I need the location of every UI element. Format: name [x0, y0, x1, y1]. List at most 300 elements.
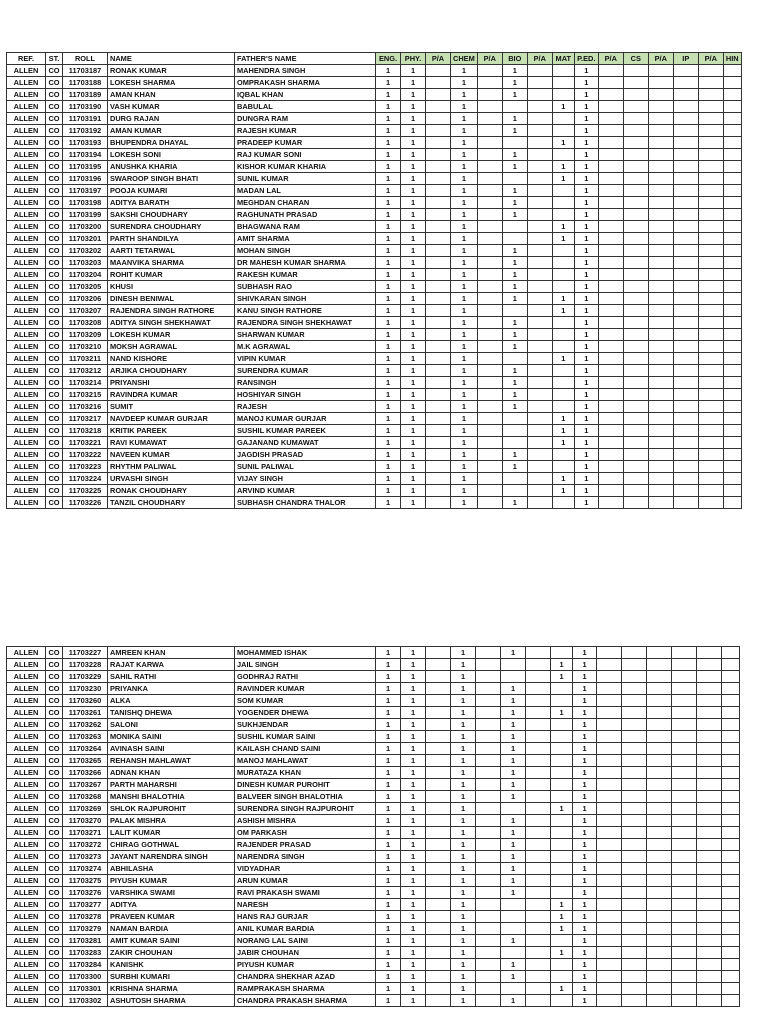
table-cell: 1 [573, 743, 597, 755]
table-cell: 1 [573, 935, 597, 947]
table-cell [527, 353, 552, 365]
table-cell [648, 209, 673, 221]
table-cell [623, 269, 648, 281]
table-cell [477, 365, 502, 377]
table-row [7, 839, 740, 851]
table-cell: CO [46, 413, 63, 425]
table-cell [672, 683, 697, 695]
column-header: ROLL [63, 53, 108, 65]
table-row [7, 461, 742, 473]
table-row [7, 995, 740, 1007]
table-cell [673, 221, 698, 233]
table-cell [723, 245, 741, 257]
table-cell [526, 647, 551, 659]
table-cell [502, 233, 527, 245]
table-cell [551, 851, 573, 863]
table-cell [527, 281, 552, 293]
table-cell: 11703284 [63, 959, 108, 971]
table-cell [476, 755, 501, 767]
table-cell: 1 [552, 437, 574, 449]
table-cell [501, 923, 526, 935]
table-cell [623, 473, 648, 485]
table-row [7, 77, 742, 89]
table-row [7, 365, 742, 377]
table-cell [598, 185, 623, 197]
table-cell: ROHIT KUMAR [108, 269, 235, 281]
table-cell [648, 197, 673, 209]
table-cell: 1 [574, 341, 598, 353]
table-cell: 1 [451, 755, 476, 767]
table-cell [502, 353, 527, 365]
table-cell: CO [46, 293, 63, 305]
table-cell [526, 827, 551, 839]
table-cell [527, 293, 552, 305]
table-cell: ALLEN [7, 851, 46, 863]
table-cell [551, 863, 573, 875]
table-cell [648, 353, 673, 365]
table-cell [673, 209, 698, 221]
table-row [7, 233, 742, 245]
table-cell [648, 377, 673, 389]
table-cell [698, 293, 723, 305]
table-cell: CO [46, 971, 63, 983]
table-cell [722, 803, 740, 815]
table-cell: LOKESH KUMAR [108, 329, 235, 341]
table-cell [648, 497, 673, 509]
table-cell [477, 113, 502, 125]
table-cell [622, 911, 647, 923]
table-cell [426, 767, 451, 779]
table-cell: 1 [573, 947, 597, 959]
table-cell [552, 77, 574, 89]
table-cell: ALLEN [7, 683, 46, 695]
table-cell [648, 329, 673, 341]
table-cell [647, 743, 672, 755]
table-cell [647, 719, 672, 731]
table-cell: 1 [401, 485, 426, 497]
table-cell: 1 [451, 959, 476, 971]
table-cell: CO [46, 449, 63, 461]
table-cell [698, 425, 723, 437]
table-cell [673, 353, 698, 365]
table-cell [623, 497, 648, 509]
table-cell [426, 149, 451, 161]
table-cell: 1 [451, 341, 478, 353]
table-cell [623, 317, 648, 329]
table-cell [526, 695, 551, 707]
table-cell [723, 77, 741, 89]
table-cell: 1 [376, 755, 401, 767]
table-row [7, 707, 740, 719]
table-cell [723, 413, 741, 425]
table-cell [426, 281, 451, 293]
table-cell: 1 [574, 473, 598, 485]
table-cell [723, 161, 741, 173]
table-cell: ALLEN [7, 401, 46, 413]
table-cell [623, 257, 648, 269]
table-cell [426, 197, 451, 209]
table-cell: 1 [401, 779, 426, 791]
table-cell: 1 [401, 659, 426, 671]
table-cell [527, 329, 552, 341]
table-cell [598, 245, 623, 257]
table-row [7, 245, 742, 257]
table-cell [502, 473, 527, 485]
table-cell [623, 377, 648, 389]
table-cell [623, 113, 648, 125]
table-cell: 1 [401, 101, 426, 113]
table-cell: 1 [552, 293, 574, 305]
table-cell [647, 791, 672, 803]
table-cell [527, 341, 552, 353]
table-cell [501, 899, 526, 911]
table-cell: 1 [376, 461, 401, 473]
table-row [7, 185, 742, 197]
table-cell [623, 401, 648, 413]
table-cell: 1 [376, 209, 401, 221]
table-cell [598, 269, 623, 281]
table-cell [673, 197, 698, 209]
table-row [7, 791, 740, 803]
table-cell: MEGHDAN CHARAN [235, 197, 376, 209]
table-cell [648, 473, 673, 485]
table-cell: 1 [376, 779, 401, 791]
table-cell: PARTH SHANDILYA [108, 233, 235, 245]
table-cell [477, 413, 502, 425]
table-cell [552, 197, 574, 209]
table-cell: ALLEN [7, 791, 46, 803]
table-cell: SAKSHI CHOUDHARY [108, 209, 235, 221]
table-cell: BABULAL [235, 101, 376, 113]
table-cell: ALLEN [7, 77, 46, 89]
table-cell: 11703206 [63, 293, 108, 305]
table-cell [697, 659, 722, 671]
table-cell: 1 [451, 305, 478, 317]
table-cell: 1 [376, 995, 401, 1007]
table-cell: 1 [376, 683, 401, 695]
table-cell: 1 [376, 449, 401, 461]
table-cell [476, 875, 501, 887]
table-cell: 1 [451, 983, 476, 995]
table-cell [527, 221, 552, 233]
table-cell [648, 317, 673, 329]
table-cell: 1 [502, 281, 527, 293]
table-cell [527, 461, 552, 473]
table-cell [527, 473, 552, 485]
table-cell: CO [46, 935, 63, 947]
table-cell: 1 [573, 971, 597, 983]
table-cell [477, 293, 502, 305]
table-cell [723, 233, 741, 245]
table-cell [477, 341, 502, 353]
table-cell: 1 [376, 659, 401, 671]
table-cell [722, 659, 740, 671]
table-cell [477, 221, 502, 233]
table-cell [477, 461, 502, 473]
table-cell [723, 257, 741, 269]
table-cell [426, 389, 451, 401]
table-cell [476, 959, 501, 971]
table-cell: 1 [574, 233, 598, 245]
table-cell: 11703200 [63, 221, 108, 233]
table-cell [648, 101, 673, 113]
table-cell: 1 [376, 221, 401, 233]
table-cell: MOKSH AGRAWAL [108, 341, 235, 353]
table-cell [622, 983, 647, 995]
table-cell: 1 [502, 317, 527, 329]
table-cell: 1 [401, 707, 426, 719]
table-cell [477, 125, 502, 137]
table-cell [647, 815, 672, 827]
table-cell: 1 [451, 647, 476, 659]
column-header: CHEM [451, 53, 478, 65]
table-cell [723, 269, 741, 281]
table-cell: KANU SINGH RATHORE [235, 305, 376, 317]
table-cell: MANSHI BHALOTHIA [108, 791, 235, 803]
table-cell [527, 317, 552, 329]
table-cell [426, 353, 451, 365]
table-cell [647, 659, 672, 671]
table-cell [426, 671, 451, 683]
table-cell: KRITIK PAREEK [108, 425, 235, 437]
table-cell [723, 305, 741, 317]
table-cell [648, 185, 673, 197]
table-cell [551, 791, 573, 803]
table-cell [623, 173, 648, 185]
table-cell [477, 497, 502, 509]
table-cell: 1 [574, 425, 598, 437]
table-cell: CO [46, 743, 63, 755]
table-cell: CO [46, 401, 63, 413]
table-cell [598, 101, 623, 113]
table-cell [527, 389, 552, 401]
table-cell: ALLEN [7, 485, 46, 497]
table-cell [623, 437, 648, 449]
table-cell [722, 935, 740, 947]
table-cell: 1 [451, 683, 476, 695]
table-cell: RAJAT KARWA [108, 659, 235, 671]
table-cell [552, 89, 574, 101]
table-cell: 11703221 [63, 437, 108, 449]
table-cell: 1 [552, 173, 574, 185]
table-cell: 1 [376, 89, 401, 101]
table-cell: 1 [376, 269, 401, 281]
table-cell: 1 [502, 257, 527, 269]
table-cell [623, 293, 648, 305]
table-cell [723, 101, 741, 113]
table-cell: 1 [401, 803, 426, 815]
table-cell: 1 [451, 413, 478, 425]
table-cell: GAJANAND KUMAWAT [235, 437, 376, 449]
table-cell [672, 743, 697, 755]
column-header: P/A [477, 53, 502, 65]
table-cell [426, 461, 451, 473]
table-row [7, 209, 742, 221]
table-cell: TANZIL CHOUDHARY [108, 497, 235, 509]
table-cell: 1 [502, 209, 527, 221]
table-cell: CO [46, 959, 63, 971]
table-cell [723, 485, 741, 497]
table-cell: 1 [502, 329, 527, 341]
table-cell [697, 707, 722, 719]
table-cell [597, 839, 622, 851]
table-cell: 1 [376, 245, 401, 257]
table-cell: 1 [401, 209, 426, 221]
table-cell [697, 683, 722, 695]
table-row [7, 329, 742, 341]
table-cell: AMREEN KHAN [108, 647, 235, 659]
table-cell [673, 449, 698, 461]
table-cell [722, 767, 740, 779]
table-cell: BHUPENDRA DHAYAL [108, 137, 235, 149]
roll-table-2 [6, 646, 740, 1007]
table-cell: ARVIND KUMAR [235, 485, 376, 497]
table-cell [648, 125, 673, 137]
table-cell [673, 65, 698, 77]
table-cell: 1 [501, 935, 526, 947]
table-cell [622, 923, 647, 935]
table-cell [426, 743, 451, 755]
table-cell [623, 185, 648, 197]
table-cell [551, 767, 573, 779]
table-cell: CO [46, 137, 63, 149]
table-cell [622, 839, 647, 851]
table-cell [501, 671, 526, 683]
table-cell: 11703189 [63, 89, 108, 101]
table-cell: 1 [451, 377, 478, 389]
table-cell: 11703272 [63, 839, 108, 851]
table-cell: 11703212 [63, 365, 108, 377]
table-cell: 1 [451, 221, 478, 233]
table-cell: ALLEN [7, 911, 46, 923]
table-row [7, 899, 740, 911]
table-cell [622, 695, 647, 707]
table-cell [697, 791, 722, 803]
table-cell [598, 113, 623, 125]
table-cell: 1 [401, 449, 426, 461]
table-cell [598, 437, 623, 449]
table-cell: ALKA [108, 695, 235, 707]
table-cell [647, 755, 672, 767]
table-cell: RAKESH KUMAR [235, 269, 376, 281]
table-cell: 1 [502, 389, 527, 401]
table-cell: 1 [401, 161, 426, 173]
table-cell [527, 209, 552, 221]
table-cell: NAND KISHORE [108, 353, 235, 365]
table-cell: 1 [376, 959, 401, 971]
table-cell: 11703196 [63, 173, 108, 185]
table-cell: 1 [376, 305, 401, 317]
table-cell [527, 149, 552, 161]
table-cell: 11703216 [63, 401, 108, 413]
table-cell: 1 [451, 281, 478, 293]
table-cell: 1 [552, 233, 574, 245]
table-cell [648, 65, 673, 77]
table-cell [673, 125, 698, 137]
table-cell: 1 [401, 731, 426, 743]
table-cell: 11703269 [63, 803, 108, 815]
table-cell: 1 [376, 317, 401, 329]
table-cell: CO [46, 173, 63, 185]
table-cell: CO [46, 983, 63, 995]
table-cell [672, 707, 697, 719]
table-cell [426, 791, 451, 803]
table-cell: ALLEN [7, 173, 46, 185]
table-cell: 1 [451, 89, 478, 101]
table-cell [527, 101, 552, 113]
table-cell [476, 947, 501, 959]
table-cell [476, 743, 501, 755]
table-cell: CO [46, 245, 63, 257]
table-cell: 11703207 [63, 305, 108, 317]
table-cell [526, 863, 551, 875]
table-cell: ALLEN [7, 161, 46, 173]
table-cell [476, 923, 501, 935]
table-cell: 1 [552, 305, 574, 317]
table-cell [526, 743, 551, 755]
table-cell: 1 [501, 779, 526, 791]
table-cell: 1 [376, 197, 401, 209]
table-row [7, 755, 740, 767]
table-cell: 1 [573, 863, 597, 875]
table-cell: CO [46, 695, 63, 707]
table-cell [426, 497, 451, 509]
table-cell: 1 [552, 221, 574, 233]
table-cell [502, 485, 527, 497]
table-cell: 11703283 [63, 947, 108, 959]
table-cell [623, 101, 648, 113]
table-cell: 1 [401, 269, 426, 281]
table-cell [647, 863, 672, 875]
table-cell: 11703190 [63, 101, 108, 113]
table-row [7, 779, 740, 791]
table-cell: 1 [376, 413, 401, 425]
table-cell: GODHRAJ RATHI [235, 671, 376, 683]
table-cell [723, 125, 741, 137]
table-cell [502, 221, 527, 233]
table-cell: 1 [451, 245, 478, 257]
table-cell: 1 [502, 269, 527, 281]
table-cell: 1 [573, 695, 597, 707]
table-cell: MOHAMMED ISHAK [235, 647, 376, 659]
table-row [7, 935, 740, 947]
table-cell: NARESH [235, 899, 376, 911]
table-cell [527, 89, 552, 101]
table-cell: 1 [376, 425, 401, 437]
table-cell [672, 899, 697, 911]
table-cell: 11703194 [63, 149, 108, 161]
table-cell [598, 389, 623, 401]
table-cell: CO [46, 755, 63, 767]
table-cell [426, 923, 451, 935]
table-cell [697, 911, 722, 923]
table-cell [551, 875, 573, 887]
table-row [7, 341, 742, 353]
table-cell: 1 [451, 731, 476, 743]
table-row [7, 449, 742, 461]
table-cell: 1 [401, 401, 426, 413]
table-cell: CO [46, 485, 63, 497]
table-cell: RAVI PRAKASH SWAMI [235, 887, 376, 899]
table-cell [552, 401, 574, 413]
table-cell [426, 305, 451, 317]
table-cell [648, 365, 673, 377]
table-row [7, 647, 740, 659]
table-row [7, 149, 742, 161]
table-cell [527, 437, 552, 449]
column-header: PHY. [401, 53, 426, 65]
table-cell [623, 125, 648, 137]
